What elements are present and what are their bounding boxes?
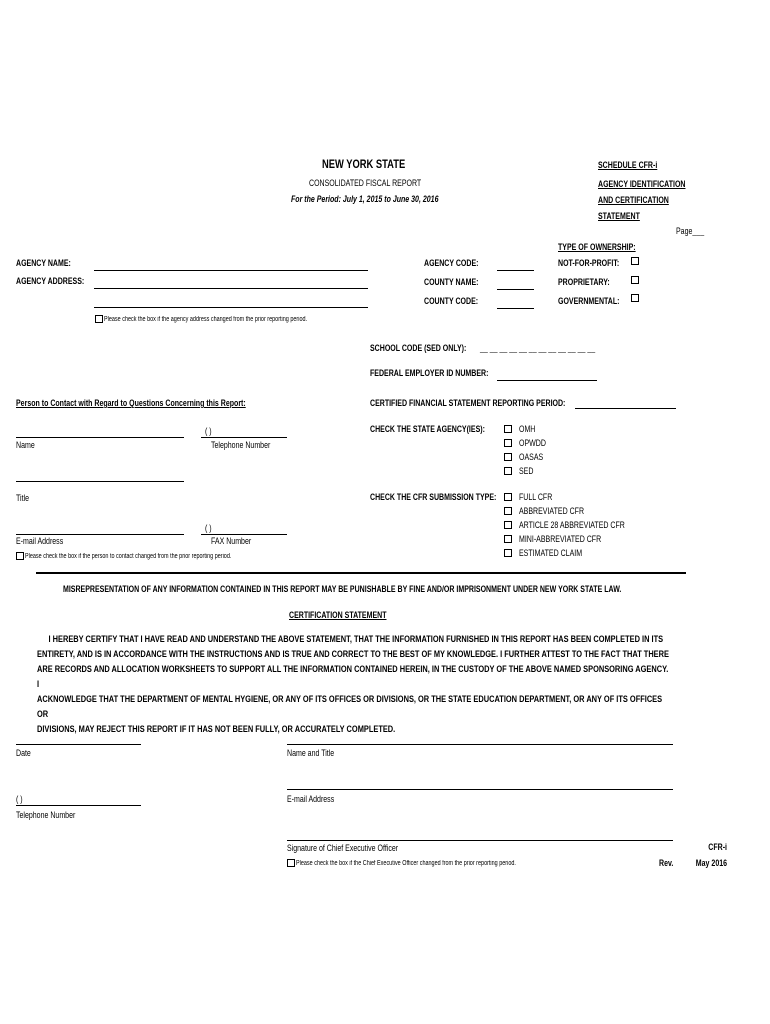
- submission-mini-checkbox[interactable]: [504, 535, 512, 543]
- state-agency-omh-checkbox[interactable]: [504, 425, 512, 433]
- contact-fax-field[interactable]: [201, 534, 287, 535]
- fein-label: FEDERAL EMPLOYER ID NUMBER:: [370, 368, 489, 378]
- address-changed-note: Please check the box if the agency address changed from the prior reporting period.: [104, 316, 308, 323]
- ceo-phone-label: Telephone Number: [16, 810, 76, 820]
- state-agency-oasas-checkbox[interactable]: [504, 453, 512, 461]
- state-agency-opwdd-checkbox[interactable]: [504, 439, 512, 447]
- fein-field[interactable]: [497, 380, 597, 381]
- school-code-label: SCHOOL CODE (SED ONLY):: [370, 343, 467, 353]
- ownership-proprietary-label: PROPRIETARY:: [558, 277, 610, 287]
- certification-line: ACKNOWLEDGE THAT THE DEPARTMENT OF MENTAL HYGIENE, OR ANY OF ITS OFFICES OR DIVISIONS, OR THE STATE EDUCATION DEPARTMENT, OR ANY OF ITS OFFICES OR: [37, 694, 663, 719]
- name-title-field[interactable]: [287, 744, 673, 745]
- state-agency-sed-checkbox[interactable]: [504, 467, 512, 475]
- submission-estimated-checkbox[interactable]: [504, 549, 512, 557]
- county-name-field[interactable]: [497, 289, 534, 290]
- name-title-label: Name and Title: [287, 748, 335, 758]
- schedule-title: SCHEDULE CFR-i: [598, 160, 658, 170]
- certification-line: ENTIRETY, AND IS IN ACCORDANCE WITH THE INSTRUCTIONS AND IS TRUE AND CORRECT TO THE BEST OF MY KNOWLEDGE. I FURTHER ATTEST TO THE FACT THAT THERE: [37, 649, 669, 659]
- contact-email-label: E-mail Address: [16, 536, 64, 546]
- ceo-changed-checkbox[interactable]: [287, 859, 295, 867]
- certification-statement: [37, 632, 672, 737]
- contact-fax-area-code: ( ): [205, 523, 212, 533]
- ownership-not-for-profit-checkbox[interactable]: [631, 257, 639, 265]
- submission-estimated-label: ESTIMATED CLAIM: [519, 548, 583, 558]
- ceo-changed-note: Please check the box if the Chief Executive Officer changed from the prior reporting period.: [296, 860, 516, 867]
- cfs-period-label: CERTIFIED FINANCIAL STATEMENT REPORTING PERIOD:: [370, 398, 566, 408]
- ownership-not-for-profit-label: NOT-FOR-PROFIT:: [558, 258, 620, 268]
- section-divider: [36, 572, 686, 574]
- agency-address-label: AGENCY ADDRESS:: [16, 276, 85, 286]
- report-period: For the Period: July 1, 2015 to June 30, 2016: [291, 194, 439, 204]
- contact-email-field[interactable]: [16, 534, 184, 535]
- ceo-signature-label: Signature of Chief Executive Officer: [287, 843, 399, 853]
- date-label: Date: [16, 748, 31, 758]
- address-changed-checkbox[interactable]: [95, 315, 103, 323]
- revision-date: May 2016: [695, 858, 727, 868]
- contact-section-title: Person to Contact with Regard to Questions Concerning this Report:: [16, 398, 246, 408]
- state-agency-omh-label: OMH: [519, 424, 536, 434]
- state-agency-sed-label: SED: [519, 466, 534, 476]
- certification-title: CERTIFICATION STATEMENT: [289, 610, 387, 620]
- submission-full-label: FULL CFR: [519, 492, 553, 502]
- ceo-phone-area-code: ( ): [16, 794, 23, 804]
- submission-full-checkbox[interactable]: [504, 493, 512, 501]
- misrepresentation-warning: MISREPRESENTATION OF ANY INFORMATION CONTAINED IN THIS REPORT MAY BE PUNISHABLE BY FINE AND/OR IMPRISONMENT UNDER NEW YORK STATE LAW.: [63, 584, 622, 594]
- ceo-signature-field[interactable]: [287, 840, 673, 841]
- agency-code-field[interactable]: [497, 270, 534, 271]
- state-agency-label: CHECK THE STATE AGENCY(IES):: [370, 424, 485, 434]
- ownership-proprietary-checkbox[interactable]: [631, 276, 639, 284]
- county-code-field[interactable]: [497, 308, 534, 309]
- county-name-label: COUNTY NAME:: [424, 277, 479, 287]
- agency-address-field-1[interactable]: [94, 288, 368, 289]
- state-agency-opwdd-label: OPWDD: [519, 438, 546, 448]
- certification-line: I HEREBY CERTIFY THAT I HAVE READ AND UNDERSTAND THE ABOVE STATEMENT, THAT THE INFORMATION FURNISHED IN THIS REPORT HAS BEEN COMPLETED IN ITS: [48, 634, 664, 644]
- schedule-subtitle-3: STATEMENT: [598, 211, 640, 221]
- contact-title-field[interactable]: [16, 481, 184, 482]
- submission-article28-checkbox[interactable]: [504, 521, 512, 529]
- ceo-email-field[interactable]: [287, 789, 673, 790]
- contact-changed-checkbox[interactable]: [16, 552, 24, 560]
- contact-phone-label: Telephone Number: [211, 440, 271, 450]
- schedule-subtitle-2: AND CERTIFICATION: [598, 195, 669, 205]
- contact-phone-area-code: ( ): [205, 426, 212, 436]
- ceo-phone-field[interactable]: [16, 805, 141, 806]
- submission-type-label: CHECK THE CFR SUBMISSION TYPE:: [370, 492, 497, 502]
- page-number: Page___: [676, 226, 705, 236]
- agency-name-field[interactable]: [94, 270, 368, 271]
- contact-changed-note: Please check the box if the person to contact changed from the prior reporting period.: [25, 553, 232, 560]
- school-code-field[interactable]: __ __ __ __ __ __ __ __ __ __ __ __: [480, 343, 596, 353]
- contact-name-field[interactable]: [16, 437, 184, 438]
- agency-address-field-2[interactable]: [94, 307, 368, 308]
- revision-label: Rev.: [658, 858, 673, 868]
- contact-title-label: Title: [16, 493, 30, 503]
- submission-abbreviated-label: ABBREVIATED CFR: [519, 506, 585, 516]
- cfs-period-field[interactable]: [575, 408, 676, 409]
- report-name: CONSOLIDATED FISCAL REPORT: [309, 178, 422, 188]
- form-id: CFR-i: [708, 842, 727, 852]
- submission-article28-label: ARTICLE 28 ABBREVIATED CFR: [519, 520, 625, 530]
- contact-fax-label: FAX Number: [211, 536, 252, 546]
- ownership-title: TYPE OF OWNERSHIP:: [558, 242, 636, 252]
- certification-line: DIVISIONS, MAY REJECT THIS REPORT IF IT HAS NOT BEEN FULLY, OR ACCURATELY COMPLETED.: [37, 724, 396, 734]
- state-title: NEW YORK STATE: [322, 157, 406, 171]
- certification-line: ARE RECORDS AND ALLOCATION WORKSHEETS TO SUPPORT ALL THE INFORMATION CONTAINED HEREIN, IN THE CUSTODY OF THE ABOVE NAMED SPONSORING AGENCY. I: [37, 664, 669, 689]
- state-agency-oasas-label: OASAS: [519, 452, 544, 462]
- agency-code-label: AGENCY CODE:: [424, 258, 479, 268]
- date-field[interactable]: [16, 744, 141, 745]
- agency-name-label: AGENCY NAME:: [16, 258, 71, 268]
- contact-name-label: Name: [16, 440, 35, 450]
- submission-mini-label: MINI-ABBREVIATED CFR: [519, 534, 602, 544]
- ceo-email-label: E-mail Address: [287, 794, 335, 804]
- submission-abbreviated-checkbox[interactable]: [504, 507, 512, 515]
- ownership-governmental-checkbox[interactable]: [631, 294, 639, 302]
- county-code-label: COUNTY CODE:: [424, 296, 479, 306]
- contact-phone-field[interactable]: [201, 437, 287, 438]
- ownership-governmental-label: GOVERNMENTAL:: [558, 296, 620, 306]
- schedule-subtitle-1: AGENCY IDENTIFICATION: [598, 179, 686, 189]
